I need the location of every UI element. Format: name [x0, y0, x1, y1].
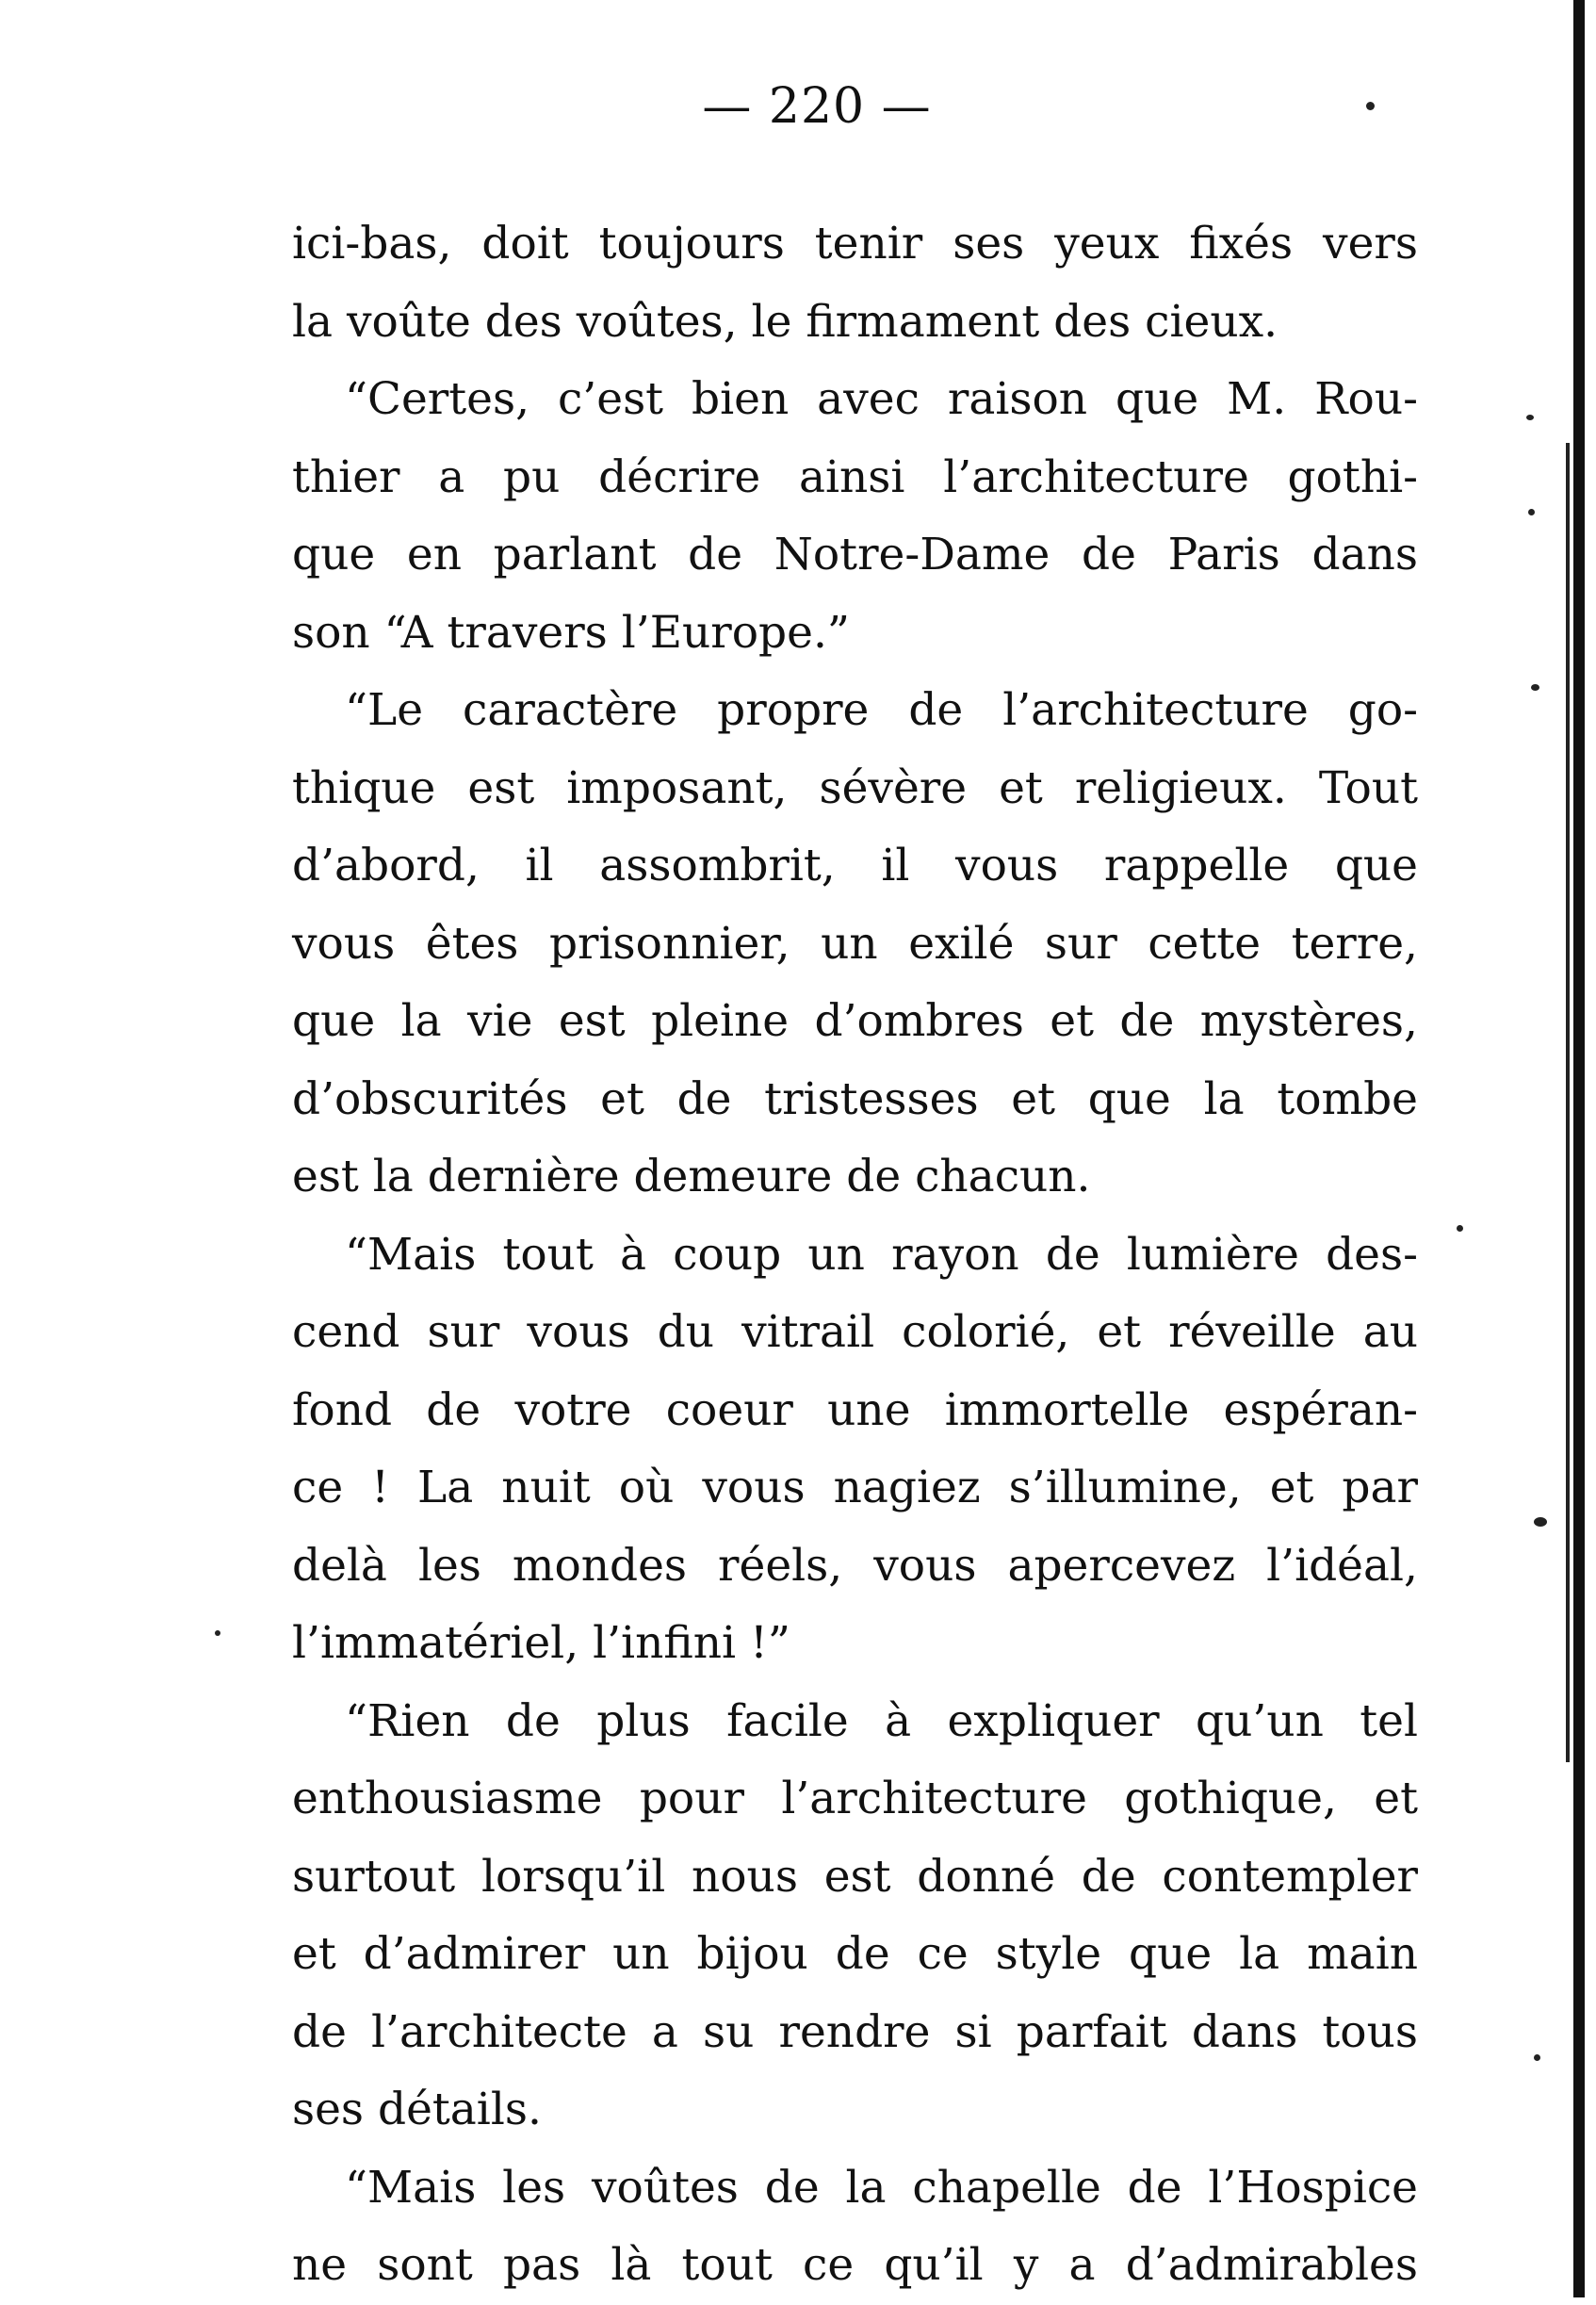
scan-speck — [1366, 102, 1375, 110]
text-line: d’obscurités et de tristesses et que la tombe — [292, 1072, 1418, 1125]
scan-speck — [1528, 509, 1535, 515]
text-line: que en parlant de Notre-Dame de Paris dans — [292, 529, 1418, 580]
scan-speck — [1534, 2054, 1540, 2061]
text-line: thier a pu décrire ainsi l’architecture gothi- — [292, 450, 1418, 503]
text-line: “Mais tout à coup un rayon de lumière des- — [345, 1228, 1418, 1281]
text-line: fond de votre coeur une immortelle espéran- — [292, 1383, 1418, 1436]
text-line: enthousiasme pour l’architecture gothique, et — [292, 1773, 1418, 1824]
scan-speck — [215, 1630, 220, 1636]
text-line: “Le caractère propre de l’architecture go- — [345, 684, 1418, 736]
text-line: thique est imposant, sévère et religieux. Tout — [292, 761, 1418, 814]
text-line: “Rien de plus facile à expliquer qu’un tel — [345, 1694, 1418, 1747]
text-line: son “A travers l’Europe.” — [292, 606, 850, 659]
text-line: delà les mondes réels, vous apercevez l’idéal, — [292, 1539, 1418, 1592]
page-edge-shadow-inner — [1566, 443, 1570, 1762]
text-line: de l’architecte a su rendre si parfait dans tous — [292, 2005, 1418, 2058]
text-line: ce ! La nuit où vous nagiez s’illumine, et par — [292, 1462, 1418, 1513]
text-line: l’immatériel, l’infini !” — [292, 1617, 790, 1669]
text-line: et d’admirer un bijou de ce style que la main — [292, 1928, 1418, 1980]
text-line: cend sur vous du vitrail colorié, et réveille au — [292, 1306, 1418, 1358]
text-line: est la dernière demeure de chacun. — [292, 1151, 1091, 1202]
scan-speck — [1526, 415, 1534, 420]
text-line: la voûte des voûtes, le firmament des cieux. — [292, 295, 1278, 348]
body-text — [292, 205, 1418, 2305]
text-line: ici-bas, doit toujours tenir ses yeux fixés vers — [292, 218, 1418, 270]
scan-speck — [1457, 1225, 1463, 1232]
text-line: “Certes, c’est bien avec raison que M. Rou- — [345, 373, 1418, 425]
text-line: “Mais les voûtes de la chapelle de l’Hospice — [345, 2161, 1418, 2214]
page-edge-shadow — [1573, 0, 1585, 2297]
text-line: vous êtes prisonnier, un exilé sur cette terre, — [292, 917, 1418, 970]
text-line: surtout lorsqu’il nous est donné de contempler — [292, 1850, 1418, 1903]
text-line: que la vie est pleine d’ombres et de mystères, — [292, 995, 1418, 1047]
text-line: d’abord, il assombrit, il vous rappelle que — [292, 840, 1418, 891]
page-number: — 220 — — [702, 78, 932, 135]
scan-speck — [1534, 1517, 1547, 1527]
text-line: ses détails. — [292, 2084, 542, 2135]
text-line: ne sont pas là tout ce qu’il y a d’admirables — [292, 2239, 1418, 2291]
scan-speck — [1531, 684, 1539, 691]
